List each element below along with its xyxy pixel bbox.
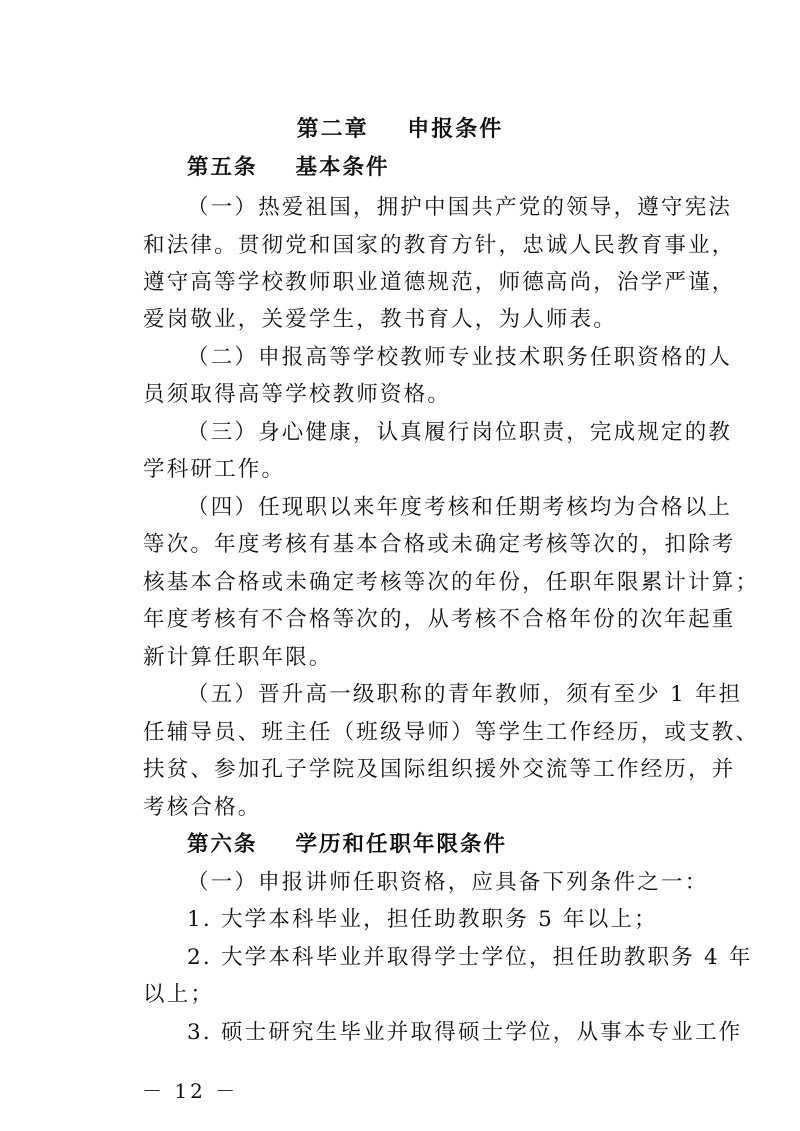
paragraph-line: 等次。年度考核有基本合格或未确定考核等次的，扣除考 <box>143 532 736 557</box>
paragraph-line: 新计算任职年限。 <box>143 645 333 670</box>
paragraph-line: 以上； <box>143 982 215 1007</box>
article-heading: 第六条 学历和任职年限条件 <box>187 832 507 857</box>
paragraph-line: 扶贫、参加孔子学院及国际组织援外交流等工作经历，并 <box>143 757 736 782</box>
paragraph-line: 1. 大学本科毕业，担任助教职务 5 年以上； <box>187 907 658 932</box>
paragraph-line: 爱岗敬业，关爱学生，教书育人，为人师表。 <box>143 307 618 332</box>
paragraph-line: 年度考核有不合格等次的，从考核不合格年份的次年起重 <box>143 607 736 632</box>
paragraph-line: 员须取得高等学校教师资格。 <box>143 382 452 407</box>
page-number: － 12 － <box>142 1079 239 1103</box>
paragraph-line: 遵守高等学校教师职业道德规范，师德高尚，治学严谨， <box>143 270 736 295</box>
article-heading: 第五条 基本条件 <box>187 155 390 180</box>
paragraph-line: （四）任现职以来年度考核和任期考核均为合格以上 <box>187 495 733 520</box>
paragraph-line: （五）晋升高一级职称的青年教师，须有至少 1 年担 <box>187 682 743 707</box>
chapter-title: 第二章 申报条件 <box>296 117 504 142</box>
paragraph-line: （二）申报高等学校教师专业技术职务任职资格的人 <box>187 345 733 370</box>
paragraph-line: （一）申报讲师任职资格，应具备下列条件之一： <box>187 870 709 895</box>
paragraph-line: 考核合格。 <box>143 795 262 820</box>
paragraph-line: 3. 硕士研究生毕业并取得硕士学位，从事本专业工作 <box>187 1020 743 1045</box>
paragraph-line: 核基本合格或未确定考核等次的年份，任职年限累计计算； <box>143 570 760 595</box>
paragraph-line: 2. 大学本科毕业并取得学士学位，担任助教职务 4 年 <box>187 945 753 970</box>
paragraph-line: （一）热爱祖国，拥护中国共产党的领导，遵守宪法 <box>187 195 733 220</box>
paragraph-line: 和法律。贯彻党和国家的教育方针，忠诚人民教育事业， <box>143 233 736 258</box>
paragraph-line: 任辅导员、班主任（班级导师）等学生工作经历，或支教、 <box>143 720 760 745</box>
paragraph-line: 学科研工作。 <box>143 457 286 482</box>
paragraph-line: （三）身心健康，认真履行岗位职责，完成规定的教 <box>187 420 733 445</box>
